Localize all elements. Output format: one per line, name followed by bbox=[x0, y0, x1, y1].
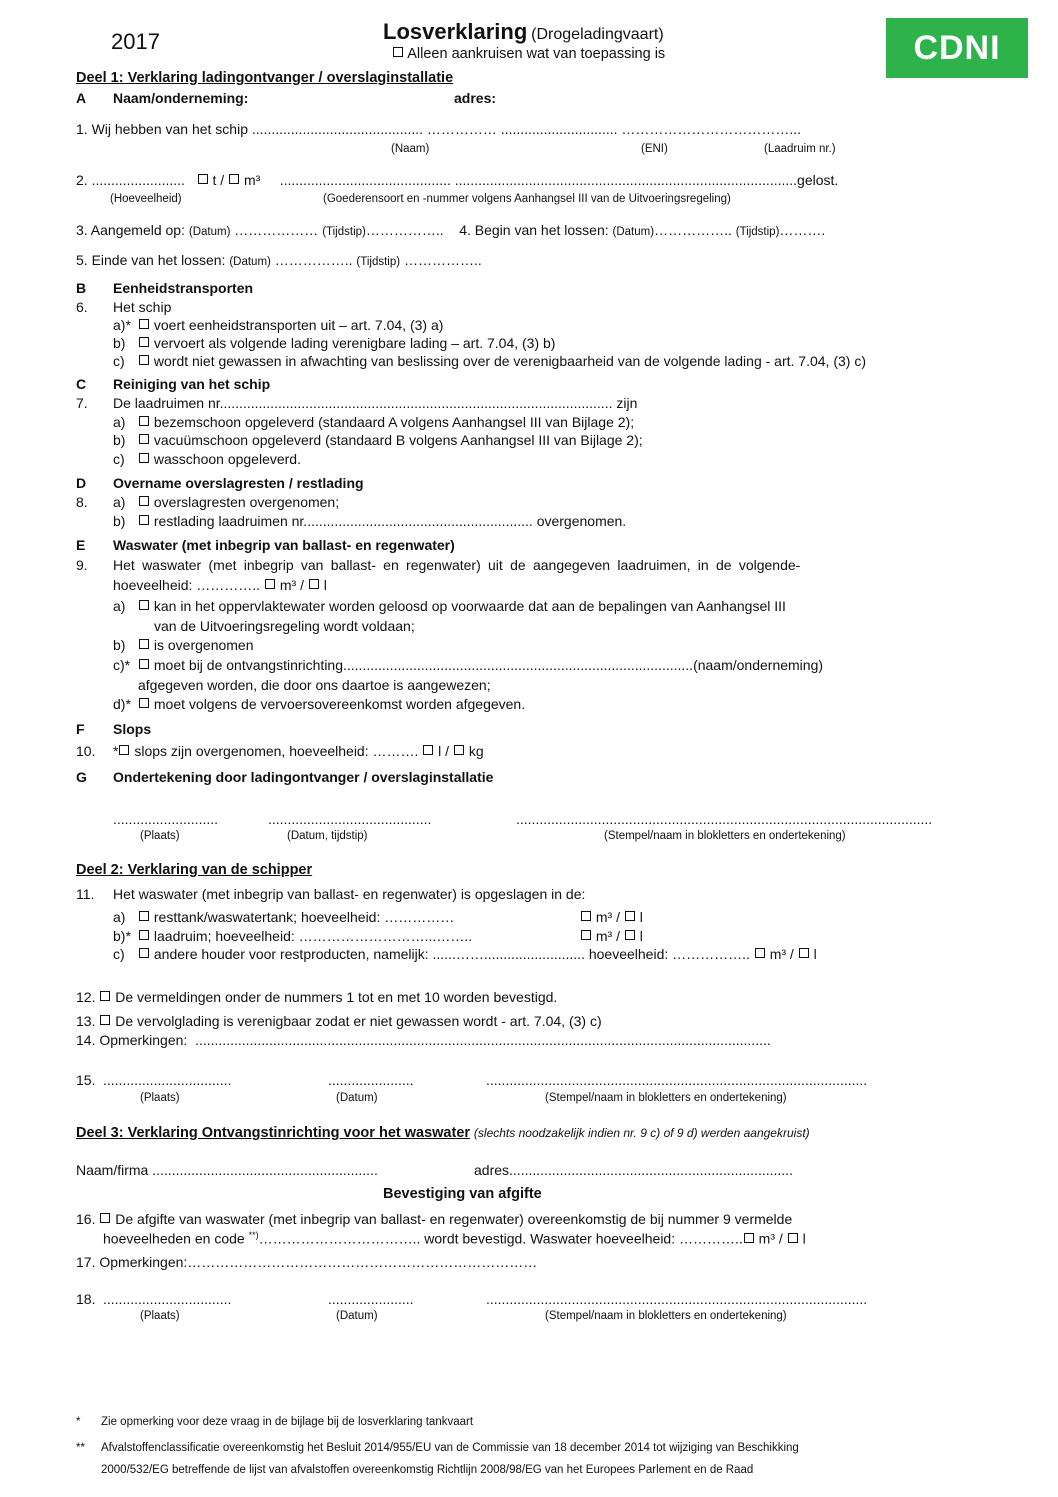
checkbox-icon[interactable] bbox=[581, 911, 591, 921]
signature-dots-date: ...................... bbox=[328, 1072, 414, 1088]
checkbox-icon[interactable] bbox=[309, 579, 319, 589]
section-b-letter: B bbox=[76, 280, 87, 296]
item-10-number: 10. bbox=[76, 743, 96, 759]
section-e-letter: E bbox=[76, 537, 86, 553]
checkbox-icon[interactable] bbox=[744, 1233, 754, 1243]
dots: …………….. bbox=[274, 252, 353, 268]
checkbox-icon[interactable] bbox=[139, 355, 149, 365]
footnote-2: Afvalstoffenclassificatie overeenkomstig het Besluit 2014/955/EU van de Commissie van 18 december 2014 tot wijziging van Beschikking bbox=[101, 1442, 799, 1454]
item-number: 13. bbox=[76, 1013, 96, 1029]
item-text: bezemschoon opgeleverd (standaard A volgens Aanhangsel III van Bijlage 2); bbox=[153, 414, 635, 430]
checkbox-icon[interactable] bbox=[393, 47, 403, 57]
item-11a-unit bbox=[580, 910, 643, 925]
checkbox-icon[interactable] bbox=[198, 174, 208, 184]
label-naam: (Naam) bbox=[391, 143, 430, 155]
item-label: c) bbox=[113, 353, 125, 369]
checkbox-icon[interactable] bbox=[139, 496, 149, 506]
title: Losverklaring bbox=[383, 19, 528, 44]
checkbox-icon[interactable] bbox=[139, 416, 149, 426]
checkbox-icon[interactable] bbox=[625, 911, 635, 921]
item-text: restlading laadruimen nr........................................................... overgenomen. bbox=[153, 513, 627, 529]
signature-dots-stamp: ........................................................................................................... bbox=[516, 811, 933, 827]
deel3-heading-row bbox=[76, 1125, 810, 1142]
unit-kg: kg bbox=[468, 743, 484, 759]
unit-l: l bbox=[639, 909, 643, 925]
label-datum: (Datum) bbox=[336, 1310, 378, 1322]
unit-l: l / bbox=[438, 743, 450, 759]
label-stempel: (Stempel/naam in blokletters en ondertekening) bbox=[545, 1310, 787, 1322]
item-label: d)* bbox=[113, 696, 131, 712]
line-1: 1. Wij hebben van het schip ............................................ …………… .............................. ………………………………... bbox=[76, 121, 802, 137]
item-6b bbox=[113, 336, 555, 351]
item-label: a) bbox=[113, 414, 126, 430]
item-9-hoeveelheid bbox=[113, 578, 327, 593]
section-c-letter: C bbox=[76, 376, 87, 392]
unit-t: t / bbox=[212, 172, 225, 188]
item-text: resttank/waswatertank; hoeveelheid: …………… bbox=[153, 909, 455, 925]
dots: ………. bbox=[779, 222, 826, 238]
section-d-letter: D bbox=[76, 475, 87, 491]
page-title bbox=[383, 20, 664, 44]
item-label: b) bbox=[113, 335, 126, 351]
checkbox-icon[interactable] bbox=[100, 1015, 110, 1025]
checkbox-icon[interactable] bbox=[139, 600, 149, 610]
item-text: De afgifte van waswater (met inbegrip van ballast- en regenwater) overeenkomstig de bij nummer 9 vermelde bbox=[115, 1211, 793, 1227]
label-stempel: (Stempel/naam in blokletters en ondertekening) bbox=[604, 830, 846, 842]
checkbox-icon[interactable] bbox=[139, 337, 149, 347]
cdni-logo: CDNI bbox=[886, 18, 1028, 78]
item-11c bbox=[113, 947, 817, 962]
item-label: c) bbox=[113, 946, 125, 962]
item-label: b)* bbox=[113, 928, 131, 944]
bevestiging-title: Bevestiging van afgifte bbox=[383, 1186, 542, 1202]
section-g-title: Ondertekening door ladingontvanger / overslaginstallatie bbox=[113, 769, 494, 785]
checkbox-icon[interactable] bbox=[454, 745, 464, 755]
label-goederensoort: (Goederensoort en -nummer volgens Aanhangsel III van de Uitvoeringsregeling) bbox=[323, 193, 731, 205]
instruction bbox=[392, 47, 665, 63]
signature-dots-stamp: .................................................................................................. bbox=[486, 1291, 868, 1307]
item-7-text: De laadruimen nr..................................................................................................... zijn bbox=[113, 395, 638, 411]
adres-row: adres......................................................................... bbox=[474, 1162, 793, 1178]
deel3-heading: Deel 3: Verklaring Ontvangstinrichting voor het waswater bbox=[76, 1125, 471, 1141]
unit-l: l bbox=[813, 946, 817, 962]
checkbox-icon[interactable] bbox=[139, 930, 149, 940]
title-suffix: (Drogeladingvaart) bbox=[531, 26, 664, 43]
unit-l: l bbox=[802, 1230, 806, 1247]
year: 2017 bbox=[111, 29, 160, 54]
checkbox-icon[interactable] bbox=[100, 991, 110, 1001]
name-label: Naam/onderneming: bbox=[113, 90, 249, 106]
item-14 bbox=[76, 1033, 771, 1048]
item-text: wasschoon opgeleverd. bbox=[153, 451, 301, 467]
item-10 bbox=[113, 744, 484, 759]
item-8b bbox=[113, 514, 626, 529]
section-e-title: Waswater (met inbegrip van ballast- en regenwater) bbox=[113, 537, 455, 553]
checkbox-icon[interactable] bbox=[139, 948, 149, 958]
dots: …………….. bbox=[403, 252, 482, 268]
checkbox-icon[interactable] bbox=[139, 453, 149, 463]
item-9-text: Het waswater (met inbegrip van ballast- en regenwater) uit de aangegeven laadruimen, in de volgende- bbox=[113, 557, 801, 573]
item-text: wordt niet gewassen in afwachting van beslissing over de verenigbaarheid van de volgende lading - art. 7.04, (3) c) bbox=[153, 353, 866, 369]
instruction-text: Alleen aankruisen wat van toepassing is bbox=[407, 46, 666, 62]
checkbox-icon[interactable] bbox=[119, 745, 129, 755]
checkbox-icon[interactable] bbox=[139, 515, 149, 525]
line-5-label: 5. Einde van het lossen: bbox=[76, 252, 226, 268]
label-datum-tijdstip: (Datum, tijdstip) bbox=[287, 830, 368, 842]
item-9c bbox=[113, 658, 823, 673]
item-text: is overgenomen bbox=[153, 637, 254, 653]
section-a-letter: A bbox=[76, 90, 87, 106]
item-text: overslagresten overgenomen; bbox=[153, 494, 340, 510]
unit-m3: m³ / bbox=[758, 1230, 783, 1247]
checkbox-icon[interactable] bbox=[423, 745, 433, 755]
item-11-text: Het waswater (met inbegrip van ballast- en regenwater) is opgeslagen in de: bbox=[113, 886, 586, 902]
item-9-number: 9. bbox=[76, 557, 88, 573]
checkbox-icon[interactable] bbox=[581, 930, 591, 940]
item-11a bbox=[113, 910, 454, 925]
line-3-4 bbox=[76, 223, 825, 239]
item-text: De vervolglading is verenigbaar zodat er niet gewassen wordt - art. 7.04, (3) c) bbox=[115, 1013, 602, 1029]
section-f-letter: F bbox=[76, 721, 85, 737]
line-2-dots: 2. ........................ bbox=[76, 172, 185, 188]
dots: ……………… bbox=[234, 222, 319, 238]
label-datum: (Datum) bbox=[229, 256, 271, 268]
section-d-title: Overname overslagresten / restlading bbox=[113, 475, 364, 491]
unit-l: l bbox=[323, 577, 327, 593]
checkbox-icon[interactable] bbox=[755, 948, 765, 958]
item-6a bbox=[113, 318, 443, 333]
item-label: b) bbox=[113, 513, 126, 529]
unit-m3: m³ / bbox=[595, 909, 620, 925]
label-eni: (ENI) bbox=[641, 143, 668, 155]
hoeveelheid-label: hoeveelheid: ………….. bbox=[113, 577, 261, 593]
item-text: vacuümschoon opgeleverd (standaard B volgens Aanhangsel III van Bijlage 2); bbox=[153, 432, 643, 448]
footnote-2-mark: ** bbox=[76, 1442, 85, 1454]
footnote-1: Zie opmerking voor deze vraag in de bijlage bij de losverklaring tankvaart bbox=[101, 1416, 474, 1428]
signature-dots-date: ...................... bbox=[328, 1291, 414, 1307]
item-18-number: 18. bbox=[76, 1291, 96, 1307]
item-16-cont bbox=[103, 1231, 806, 1247]
label-datum: (Datum) bbox=[612, 226, 655, 238]
dots: .......................................................... bbox=[152, 1162, 378, 1178]
item-label: 14. Opmerkingen: bbox=[76, 1032, 188, 1048]
signature-dots-place: ................................. bbox=[103, 1291, 232, 1307]
unit-m3: m³ / bbox=[769, 946, 794, 962]
dots: …………….. bbox=[654, 222, 732, 238]
item-12 bbox=[76, 990, 557, 1005]
item-text: kan in het oppervlaktewater worden geloosd op voorwaarde dat aan de bepalingen van Aanhangsel III bbox=[153, 598, 786, 614]
dots: …………….. bbox=[365, 222, 444, 238]
section-f-title: Slops bbox=[113, 721, 152, 737]
item-7c bbox=[113, 452, 301, 467]
line-4-label: 4. Begin van het lossen: bbox=[459, 222, 609, 238]
item-7-number: 7. bbox=[76, 395, 88, 411]
checkbox-icon[interactable] bbox=[799, 948, 809, 958]
item-6-number: 6. bbox=[76, 299, 88, 315]
item-text: vervoert als volgende lading verenigbare lading – art. 7.04, (3) b) bbox=[153, 335, 556, 351]
item-text: moet bij de ontvangstinrichting..........................................................................................(naam/onderneming) bbox=[153, 657, 824, 673]
item-11b-unit bbox=[580, 929, 643, 944]
item-number: 16. bbox=[76, 1211, 96, 1227]
unit-m3: m³ bbox=[243, 172, 261, 188]
checkbox-icon[interactable] bbox=[139, 698, 149, 708]
label-laadruim: (Laadruim nr.) bbox=[764, 143, 836, 155]
item-7a bbox=[113, 415, 634, 430]
checkbox-icon[interactable] bbox=[788, 1233, 798, 1243]
item-label: c)* bbox=[113, 657, 131, 673]
checkbox-icon[interactable] bbox=[625, 930, 635, 940]
deel3-note: (slechts noodzakelijk indien nr. 9 c) of 9 d) werden aangekruist) bbox=[473, 1126, 810, 1140]
label-plaats: (Plaats) bbox=[140, 830, 180, 842]
line-5 bbox=[76, 253, 482, 269]
checkbox-icon[interactable] bbox=[139, 639, 149, 649]
item-15-number: 15. bbox=[76, 1072, 96, 1088]
signature-dots-stamp: .................................................................................................. bbox=[486, 1072, 868, 1088]
item-13 bbox=[76, 1014, 602, 1029]
item-label: a) bbox=[113, 909, 126, 925]
signature-dots-place: ........................... bbox=[113, 811, 219, 827]
item-label: a) bbox=[113, 598, 126, 614]
naam-firma-label: Naam/firma bbox=[76, 1162, 149, 1178]
item-9a bbox=[113, 599, 786, 614]
item-label: b) bbox=[113, 637, 126, 653]
checkbox-icon[interactable] bbox=[139, 911, 149, 921]
signature-dots-place: ................................. bbox=[103, 1072, 232, 1088]
item-text: De vermeldingen onder de nummers 1 tot en met 10 worden bevestigd. bbox=[115, 989, 558, 1005]
deel2-heading: Deel 2: Verklaring van de schipper bbox=[76, 862, 313, 878]
item-9b bbox=[113, 638, 254, 653]
item-label: a) bbox=[113, 494, 126, 510]
line-2-rest: ............................................ ........................................................................................gelost. bbox=[279, 172, 839, 188]
label-tijdstip: (Tijdstip) bbox=[735, 226, 780, 238]
label-hoeveelheid: (Hoeveelheid) bbox=[110, 193, 182, 205]
item-8a bbox=[113, 495, 339, 510]
item-16 bbox=[76, 1212, 792, 1227]
checkbox-icon[interactable] bbox=[265, 579, 275, 589]
line-2 bbox=[76, 173, 838, 188]
label-tijdstip: (Tijdstip) bbox=[322, 226, 366, 238]
checkbox-icon[interactable] bbox=[139, 319, 149, 329]
item-7b bbox=[113, 433, 643, 448]
footnote-2-cont: 2000/532/EG betreffende de lijst van afvalstoffen overeenkomstig Richtlijn 2008/98/EG van het Europees Parlement en de Raad bbox=[101, 1464, 754, 1476]
section-b-title: Eenheidstransporten bbox=[113, 280, 254, 296]
item-text: voert eenheidstransporten uit – art. 7.04, (3) a) bbox=[153, 317, 444, 333]
item-9c-cont: afgegeven worden, die door ons daartoe is aangewezen; bbox=[138, 677, 491, 693]
asterisk: * bbox=[113, 743, 119, 759]
naam-firma-row bbox=[76, 1163, 378, 1178]
item-number: 12. bbox=[76, 989, 96, 1005]
label-datum: (Datum) bbox=[188, 226, 231, 238]
item-label: c) bbox=[113, 451, 125, 467]
checkbox-icon[interactable] bbox=[229, 174, 239, 184]
line-3-label: 3. Aangemeld op: bbox=[76, 222, 185, 238]
item-6-text: Het schip bbox=[113, 299, 172, 315]
address-label: adres: bbox=[454, 90, 497, 106]
unit-m3: m³ / bbox=[595, 928, 620, 944]
checkbox-icon[interactable] bbox=[139, 434, 149, 444]
label-tijdstip: (Tijdstip) bbox=[356, 256, 401, 268]
section-g-letter: G bbox=[76, 769, 87, 785]
unit-m3: m³ / bbox=[279, 577, 304, 593]
label-plaats: (Plaats) bbox=[140, 1092, 180, 1104]
label-datum: (Datum) bbox=[336, 1092, 378, 1104]
deel1-heading: Deel 1: Verklaring ladingontvanger / overslaginstallatie bbox=[76, 70, 454, 86]
item-9a-cont: van de Uitvoeringsregeling wordt voldaan; bbox=[154, 618, 415, 634]
item-17: 17. Opmerkingen:………………………………………………………………… bbox=[76, 1254, 538, 1270]
item-9d bbox=[113, 697, 525, 712]
label-stempel: (Stempel/naam in blokletters en ondertekening) bbox=[545, 1092, 787, 1104]
item-text: hoeveelheden en code bbox=[103, 1230, 245, 1247]
section-c-title: Reiniging van het schip bbox=[113, 376, 271, 392]
footnote-ref: **) bbox=[248, 1230, 259, 1240]
dots: .................................................................................................................................................... bbox=[195, 1032, 771, 1048]
label-plaats: (Plaats) bbox=[140, 1310, 180, 1322]
signature-dots-date: .......................................... bbox=[268, 811, 432, 827]
item-label: b) bbox=[113, 432, 126, 448]
checkbox-icon[interactable] bbox=[100, 1213, 110, 1223]
footnote-1-mark: * bbox=[76, 1416, 81, 1428]
item-11b bbox=[113, 929, 472, 944]
checkbox-icon[interactable] bbox=[139, 659, 149, 669]
item-text: slops zijn overgenomen, hoeveelheid: ………. bbox=[134, 743, 419, 759]
item-8-number: 8. bbox=[76, 494, 88, 510]
item-label: a)* bbox=[113, 317, 131, 333]
item-text: laadruim; hoeveelheid: ………………………...…….. bbox=[153, 928, 473, 944]
item-6c bbox=[113, 354, 866, 369]
item-11-number: 11. bbox=[76, 886, 95, 902]
unit-l: l bbox=[639, 928, 643, 944]
item-text: andere houder voor restproducten, namelijk: ......…….......................... hoeveelheid: …………….. bbox=[153, 946, 750, 962]
item-text: moet volgens de vervoersovereenkomst worden afgegeven. bbox=[153, 696, 526, 712]
item-text: …………………………….. wordt bevestigd. Waswater hoeveelheid: ………….. bbox=[258, 1230, 743, 1247]
